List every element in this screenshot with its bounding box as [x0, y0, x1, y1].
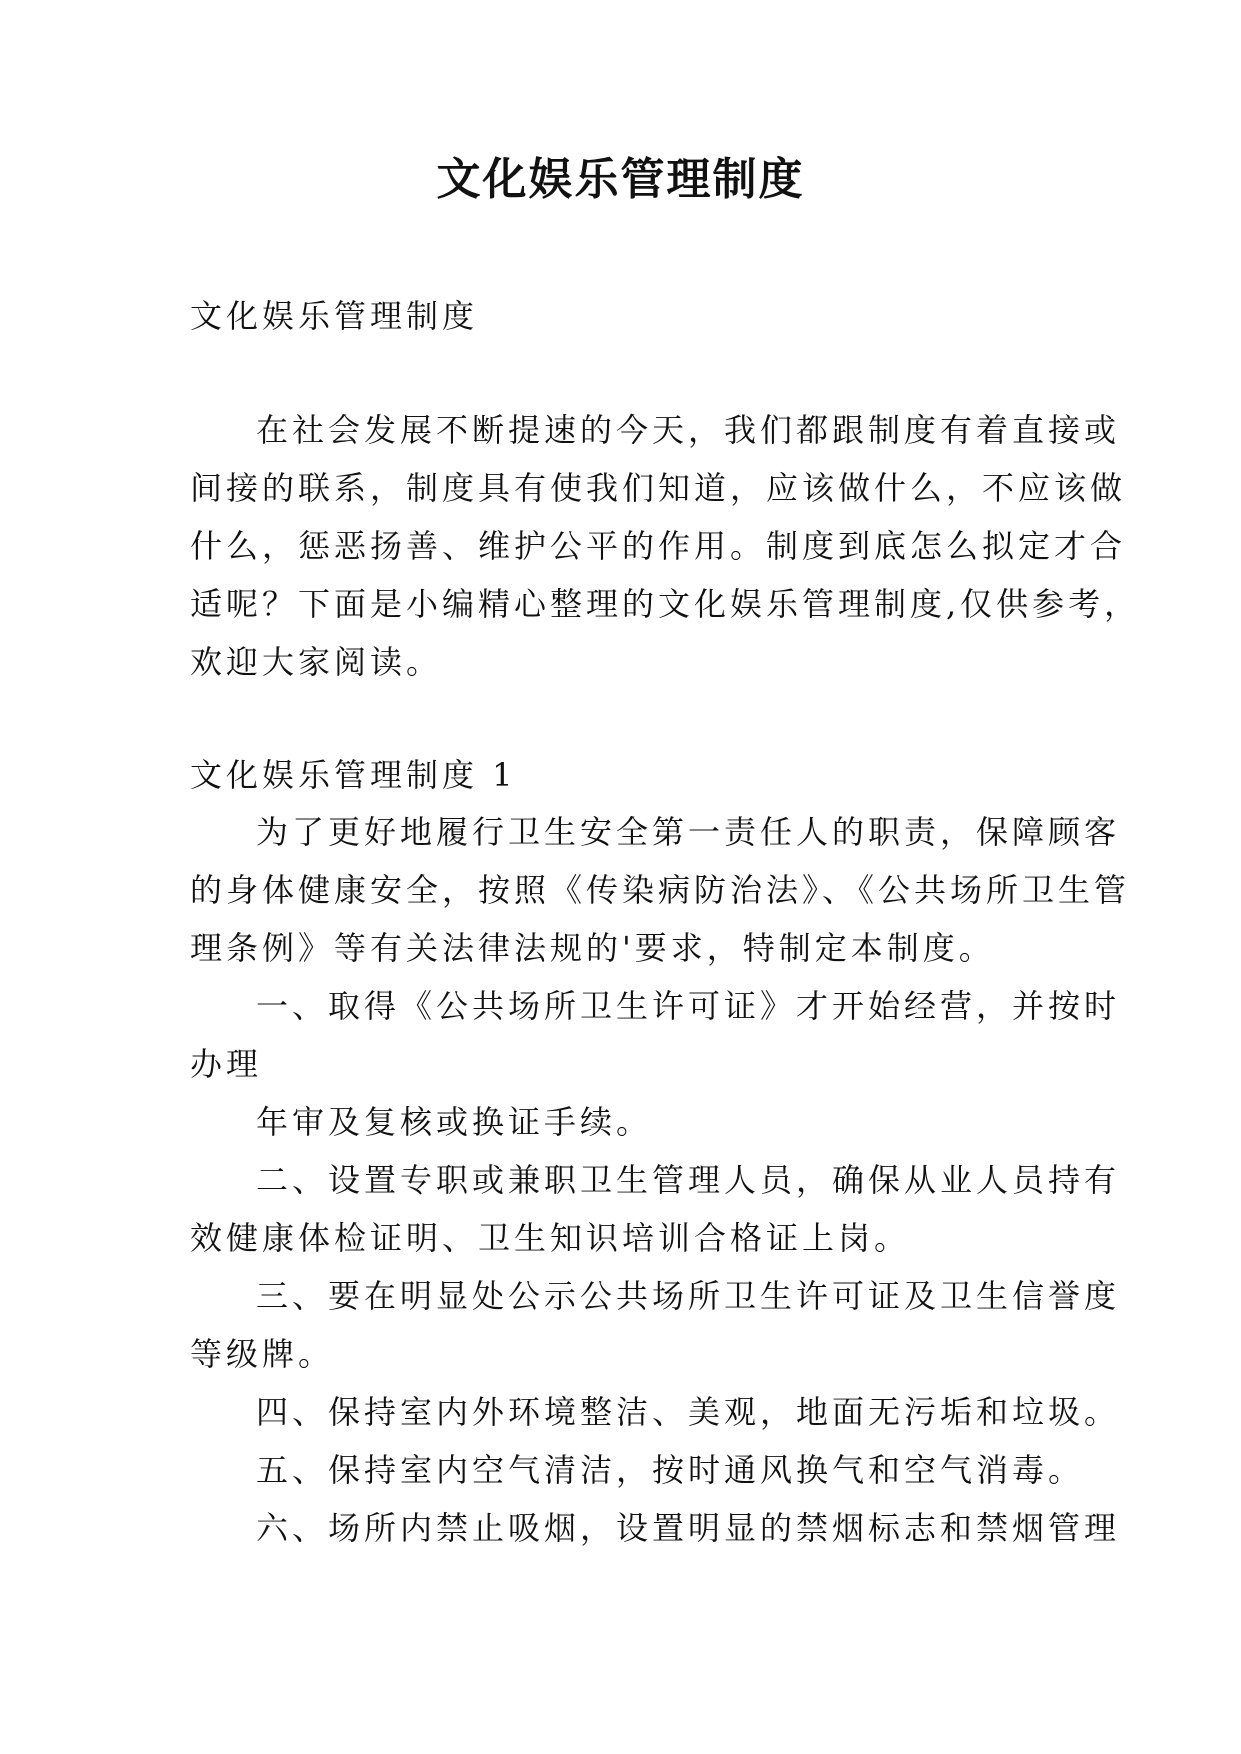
list-item-line: 三、要在明显处公示公共场所卫生许可证及卫生信誉度 — [256, 1277, 1121, 1315]
list-item-line: 等级牌。 — [190, 1335, 335, 1373]
list-item-line: 一、取得《公共场所卫生许可证》才开始经营，并按时 — [256, 987, 1121, 1025]
list-item-line: 二、设置专职或兼职卫生管理人员，确保从业人员持有 — [256, 1161, 1121, 1199]
paragraph-line: 在社会发展不断提速的今天，我们都跟制度有着直接或 — [256, 411, 1121, 449]
paragraph-line: 什么，惩恶扬善、维护公平的作用。制度到底怎么拟定才合 — [190, 527, 1127, 565]
section-heading: 文化娱乐管理制度 1 — [190, 756, 517, 794]
list-item-line: 年审及复核或换证手续。 — [256, 1103, 653, 1141]
paragraph-line: 的身体健康安全，按照《传染病防治法》、《公共场所卫生管 — [190, 871, 1131, 909]
list-item-line: 六、场所内禁止吸烟，设置明显的禁烟标志和禁烟管理 — [256, 1509, 1121, 1547]
intro-heading: 文化娱乐管理制度 — [190, 297, 479, 335]
paragraph-line: 适呢？下面是小编精心整理的文化娱乐管理制度,仅供参考， — [190, 585, 1141, 623]
paragraph-line: 理条例》等有关法律法规的'要求，特制定本制度。 — [190, 929, 995, 967]
list-item-line: 办理 — [190, 1045, 263, 1083]
list-item-line: 四、保持室内外环境整洁、美观，地面无污垢和垃圾。 — [256, 1393, 1121, 1431]
paragraph-line: 间接的联系，制度具有使我们知道，应该做什么，不应该做 — [190, 469, 1127, 507]
paragraph-line: 欢迎大家阅读。 — [190, 643, 443, 681]
paragraph-line: 为了更好地履行卫生安全第一责任人的职责，保障顾客 — [256, 813, 1121, 851]
document-title: 文化娱乐管理制度 — [436, 154, 805, 205]
list-item-line: 五、保持室内空气清洁，按时通风换气和空气消毒。 — [256, 1451, 1085, 1489]
list-item-line: 效健康体检证明、卫生知识培训合格证上岗。 — [190, 1219, 911, 1257]
